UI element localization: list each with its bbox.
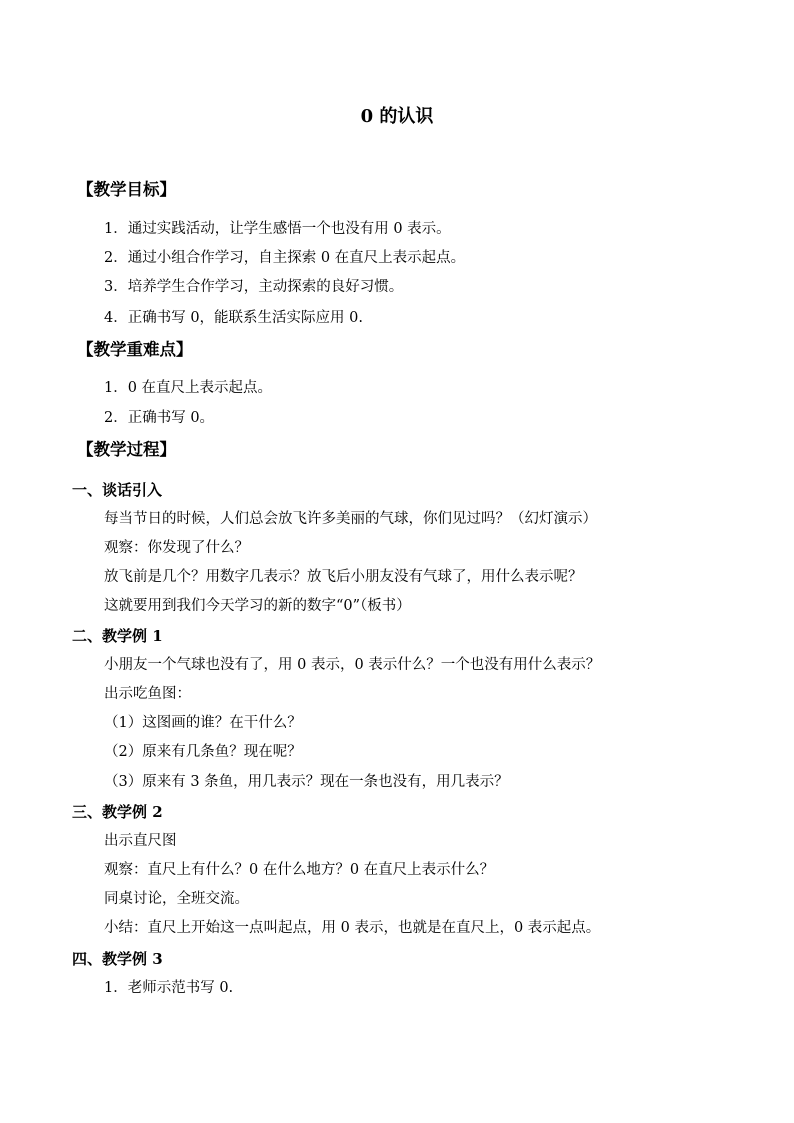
section-3-line-2: 观察：直尺上有什么？0 在什么地方？0 在直尺上表示什么？: [104, 862, 495, 878]
section-3-line-4: 小结：直尺上开始这一点叫起点，用 0 表示，也就是在直尺上，0 表示起点。: [104, 920, 601, 936]
section-1-line-3: 放飞前是几个？用数字几表示？放飞后小朋友没有气球了，用什么表示呢？: [104, 569, 583, 585]
section-2-line-2: 出示吃鱼图：: [104, 686, 191, 702]
section-2-line-3: （1）这图画的谁？在干什么？: [104, 715, 302, 731]
page-title: 0 的认识: [360, 106, 434, 127]
key-point-item-1: 1．0 在直尺上表示起点。: [104, 380, 273, 396]
goal-item-2: 2．通过小组合作学习，自主探索 0 在直尺上表示起点。: [104, 250, 466, 266]
goal-item-4: 4．正确书写 0，能联系生活实际应用 0.: [104, 310, 364, 326]
goal-item-1: 1．通过实践活动，让学生感悟一个也没有用 0 表示。: [104, 221, 451, 237]
section-title-1: 一、谈话引入: [72, 481, 163, 499]
process-heading: 【教学过程】: [77, 440, 176, 459]
goals-heading: 【教学目标】: [77, 180, 176, 199]
section-2-line-4: （2）原来有几条鱼？现在呢？: [104, 744, 302, 760]
section-title-4: 四、教学例 3: [72, 950, 163, 968]
section-1-line-2: 观察：你发现了什么？: [104, 540, 249, 556]
section-title-2: 二、教学例 1: [72, 627, 163, 645]
goal-item-3: 3．培养学生合作学习，主动探索的良好习惯。: [104, 279, 404, 295]
section-2-line-1: 小朋友一个气球也没有了，用 0 表示，0 表示什么？一个也没有用什么表示？: [104, 657, 601, 673]
section-3-line-3: 同桌讨论，全班交流。: [104, 891, 249, 907]
key-point-item-2: 2．正确书写 0。: [104, 410, 215, 426]
section-3-line-1: 出示直尺图: [104, 833, 177, 849]
section-2-line-5: （3）原来有 3 条鱼，用几表示？现在一条也没有，用几表示？: [104, 774, 509, 790]
section-1-line-1: 每当节日的时候，人们总会放飞许多美丽的气球，你们见过吗？（幻灯演示）: [104, 511, 597, 527]
section-title-3: 三、教学例 2: [72, 803, 163, 821]
section-1-line-4: 这就要用到我们今天学习的新的数字“0”（板书）: [104, 598, 411, 614]
section-4-line-1: 1．老师示范书写 0.: [104, 980, 234, 996]
key-points-heading: 【教学重难点】: [77, 340, 193, 359]
